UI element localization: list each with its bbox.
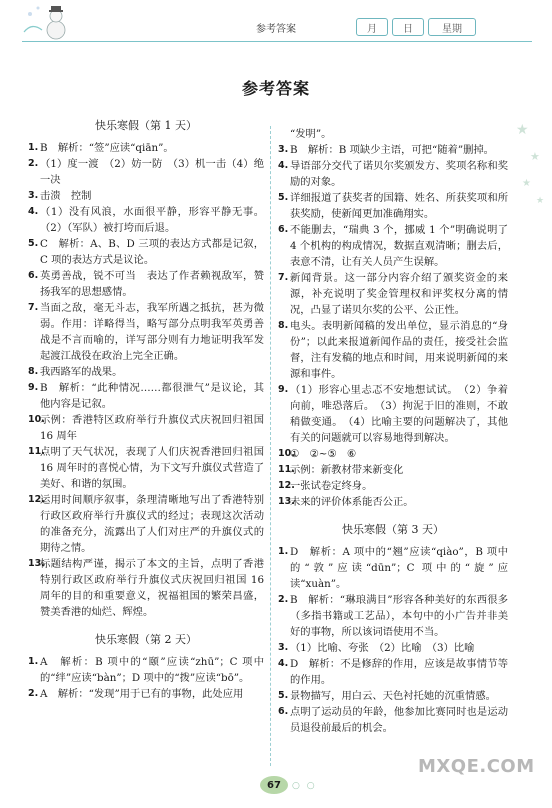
- answer-text: 未来的评价体系能否公正。: [290, 496, 414, 508]
- answer-number: 13.: [28, 558, 45, 569]
- answer-text: 标题结构严谨，揭示了本文的主旨，点明了香港特别行政区政府举行升旗仪式庆祝回归祖国 16 周年的目的和重要意义，祝福祖国的繁荣昌盛，赞美香港的灿烂、辉煌。: [40, 558, 264, 618]
- answer-number: 1.: [28, 142, 39, 153]
- answer-item: [28, 300, 264, 364]
- answer-number: 8.: [28, 366, 39, 377]
- page-title: 参考答案: [241, 79, 310, 98]
- section-heading: 快乐寒假（第 1 天）: [95, 119, 197, 132]
- answer-text: （1）比喻、夸张 （2）比喻 （3）比喻: [290, 642, 475, 654]
- answer-number: 10.: [278, 448, 295, 459]
- answer-text: A 解析：“发现”用于已有的事物，此处应用: [40, 688, 244, 700]
- answer-item: [28, 412, 264, 444]
- star-icon: ★: [516, 122, 529, 138]
- answer-item: [278, 270, 508, 318]
- answer-number: 1.: [28, 656, 39, 667]
- answer-text: ① ②~⑤ ⑥: [290, 448, 357, 460]
- star-icon: ★: [522, 178, 531, 189]
- answer-text: B 解析：“此种情况……都很泄气”是议论，其他内容是记叙。: [40, 382, 264, 410]
- weekday-field: 星期: [428, 18, 476, 36]
- answer-item: [278, 656, 508, 688]
- section-heading: 快乐寒假（第 3 天）: [342, 523, 444, 536]
- answer-text: 示例：新教材带来新变化: [290, 464, 404, 476]
- answer-number: 12.: [278, 480, 295, 491]
- answer-number: 11.: [278, 464, 295, 475]
- answer-item: [28, 380, 264, 412]
- answer-item: [278, 382, 508, 446]
- answer-text: 我西路军的战果。: [40, 366, 123, 378]
- left-column: [28, 116, 264, 702]
- answer-item: [28, 492, 264, 556]
- answer-number: 3.: [28, 190, 39, 201]
- header-title: 参考答案: [256, 24, 296, 35]
- answer-item: [28, 236, 264, 268]
- spacer: [28, 620, 264, 630]
- answer-item: [278, 190, 508, 222]
- answer-number: 1.: [278, 546, 289, 557]
- answer-item: [278, 446, 508, 462]
- star-icon: ★: [530, 150, 540, 163]
- answer-text: 英勇善战，锐不可当 表达了作者赖视敌军，赞扬我军的思想感情。: [40, 270, 264, 298]
- answer-number: 13.: [278, 496, 295, 507]
- answer-item: [278, 222, 508, 270]
- answer-text: 运用时间顺序叙事，条理清晰地写出了香港特别行政区政府举行升旗仪式的经过；表现这次活动的准备充分，流露出了人们对庄严的升旗仪式的期待之情。: [40, 494, 264, 554]
- answer-text: 一张试卷定终身。: [290, 480, 373, 492]
- column-divider: [270, 126, 271, 766]
- answer-number: 6.: [278, 706, 289, 717]
- answer-number: 6.: [28, 270, 39, 281]
- answer-item: [28, 156, 264, 188]
- answer-number: 7.: [28, 302, 39, 313]
- answer-text: （1）没有风浪，水面很平静，形容平静无事。（2）（军队）被打垮而后退。: [40, 206, 264, 234]
- answer-text: 击溃 控制: [40, 190, 92, 202]
- answer-item: [278, 462, 508, 478]
- answer-item: [278, 318, 508, 382]
- answer-text: 示例：香港特区政府举行升旗仪式庆祝回归祖国 16 周年: [40, 414, 264, 442]
- watermark-logo: MXQE.COM: [418, 756, 535, 777]
- answer-text: 新闻背景。这一部分内容介绍了颁奖资金的来源，补充说明了奖金管理权和评奖权分离的情况，凸显了诺贝尔奖的公平、公正性。: [290, 272, 508, 316]
- answer-continuation: “发明”。: [290, 128, 332, 140]
- answer-item: [278, 142, 508, 158]
- answer-text: B 解析：“签”应读“qiān”。: [40, 142, 174, 154]
- answer-number: 6.: [278, 224, 289, 235]
- answer-number: 9.: [278, 384, 289, 395]
- answer-item: [28, 140, 264, 156]
- answer-number: 7.: [278, 272, 289, 283]
- answer-text: 点明了天气状况，表现了人们庆祝香港回归祖国 16 周年时的喜悦心情，为下文写升旗仪式营造了美好、和谐的氛围。: [40, 446, 264, 490]
- answer-number: 4.: [278, 658, 289, 669]
- answer-text: 导语部分交代了诺贝尔奖颁发方、奖项名称和奖励的对象。: [290, 160, 508, 188]
- answer-text: 景物描写，用白云、天色衬托她的沉重情感。: [290, 690, 496, 702]
- answer-number: 2.: [278, 594, 289, 605]
- header-divider: [22, 41, 532, 42]
- answer-number: 4.: [278, 160, 289, 171]
- answer-text: （1）度一渡 （2）妨一防 （3）机一击（4）绝一决: [40, 158, 264, 186]
- answer-text: C 解析：A、B、D 三项的表达方式都是记叙，C 项的表达方式是议论。: [40, 238, 264, 266]
- answer-text: B 解析：B 项缺少主语，可把“随着”删掉。: [290, 144, 494, 156]
- answer-text: 详细报道了获奖者的国籍、姓名、所获奖项和所获奖励，使新闻更加准确翔实。: [290, 192, 508, 220]
- answer-item: [28, 654, 264, 686]
- spacer: [278, 510, 508, 520]
- answer-number: 3.: [278, 144, 289, 155]
- page-number: 67: [260, 776, 288, 794]
- answer-item: [278, 494, 508, 510]
- answer-text: 不能删去，“瑞典 3 个，挪威 1 个”明确说明了 4 个机构的构成情况，数据直观清晰；删去后，表意不清，让有关人员产生误解。: [290, 224, 508, 268]
- answer-number: 5.: [278, 192, 289, 203]
- answer-text: 当面之敌，毫无斗志，我军所遇之抵抗，甚为微弱。作用：详略得当，略写部分点明我军英勇善战是不言而喻的，详写部分则有力地证明我军发起渡江战役在政治上完全正确。: [40, 302, 264, 362]
- answer-text: D 解析：A 项中的“翘”应读“qiào”，B 项中的“敦”应读“dūn”；C 项中的“旋”应读“xuàn”。: [290, 546, 508, 590]
- answer-text: （1）形容心里忐忑不安地想试试。 （2）争着向前，唯恐落后。 （3）拘泥于旧的准则，不敢稍做变通。 （4）比喻主要的问题解决了，其他有关的问题就可以容易地得到解决。: [290, 384, 508, 444]
- answer-number: 12.: [28, 494, 45, 505]
- answer-item: [28, 364, 264, 380]
- answer-number: 5.: [278, 690, 289, 701]
- answer-item: [28, 556, 264, 620]
- day-field: 日: [392, 18, 424, 36]
- answer-item: [28, 268, 264, 300]
- answer-text: 点明了运动员的年龄，他参加比赛同时也是运动员退役前最后的机会。: [290, 706, 508, 734]
- answer-number: 3.: [278, 642, 289, 653]
- decorative-dots: ○ ○: [292, 781, 317, 791]
- answer-item: [28, 444, 264, 492]
- answer-number: 11.: [28, 446, 45, 457]
- answer-text: 电头。表明新闻稿的发出单位，显示消息的“身份”；以此来报道新闻作品的责任，接受社会监督，注有发稿的地点和时间，用来说明新闻的来源和事件。: [290, 320, 508, 380]
- answer-item: [28, 188, 264, 204]
- answer-item: [278, 640, 508, 656]
- answer-number: 8.: [278, 320, 289, 331]
- right-column: [278, 126, 508, 736]
- month-field: 月: [356, 18, 388, 36]
- answer-number: 4.: [28, 206, 39, 217]
- date-fields: [356, 18, 480, 34]
- page-header: [0, 0, 552, 44]
- answer-item: [278, 704, 508, 736]
- answer-item: [278, 688, 508, 704]
- answer-number: 10.: [28, 414, 45, 425]
- answer-number: 2.: [28, 158, 39, 169]
- answer-text: A 解析：B 项中的“颐”应读“zhū”；C 项中的“绊”应读“bàn”；D 项中的“拨”应读“bō”。: [40, 656, 264, 684]
- section-heading: 快乐寒假（第 2 天）: [95, 633, 197, 646]
- answer-item: [28, 686, 264, 702]
- answer-item: [278, 592, 508, 640]
- answer-number: 5.: [28, 238, 39, 249]
- answer-item: [278, 544, 508, 592]
- answer-item: [278, 478, 508, 494]
- star-icon: ★: [536, 196, 545, 206]
- answer-text: D 解析：不是修辞的作用，应该是故事情节等的作用。: [290, 658, 508, 686]
- answer-number: 2.: [28, 688, 39, 699]
- answer-item: [278, 158, 508, 190]
- answer-number: 9.: [28, 382, 39, 393]
- answer-item: [28, 204, 264, 236]
- answer-text: B 解析：“琳琅满目”形容各种美好的东西很多（多指书籍或工艺品），本句中的小广告并非美好的事物，所以该词语使用不当。: [290, 594, 508, 638]
